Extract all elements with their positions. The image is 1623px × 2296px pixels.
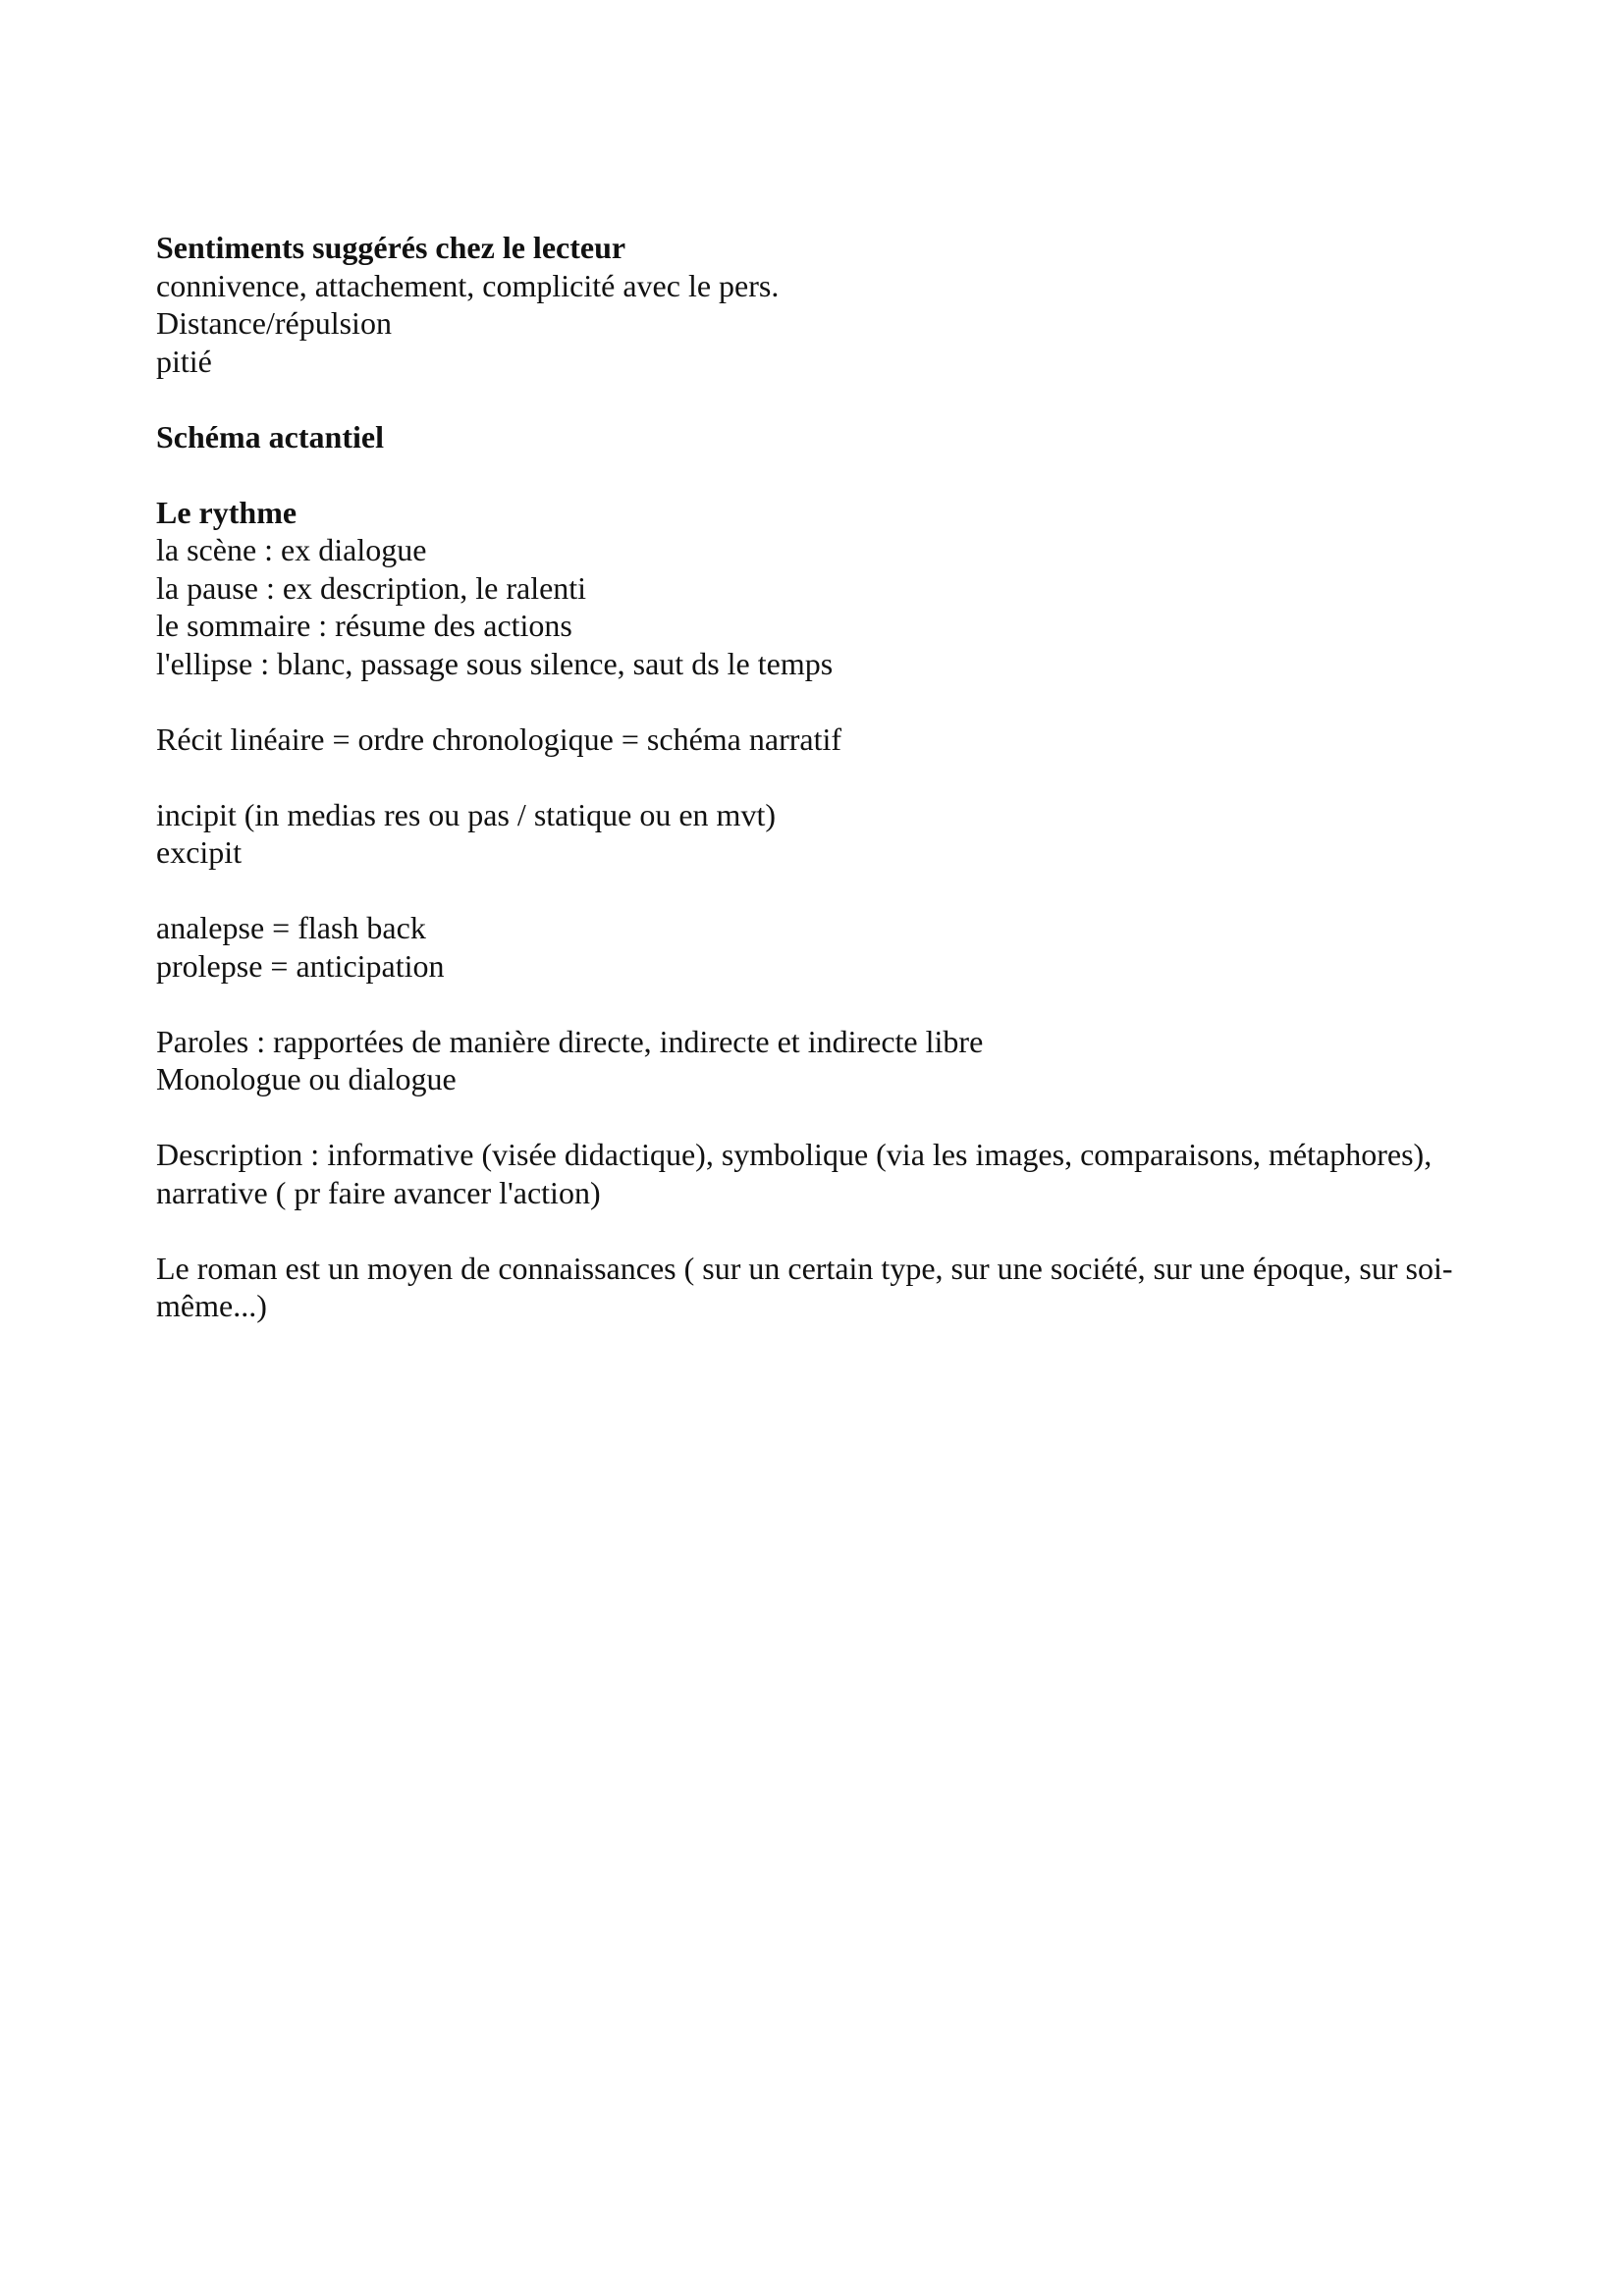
text-line: connivence, attachement, complicité avec le pers. [156, 267, 780, 303]
text-line: la pause : ex description, le ralenti [156, 569, 587, 606]
paragraph-gap [156, 1211, 1531, 1250]
text-line: excipit [156, 834, 243, 870]
paragraph-gap [156, 455, 1531, 494]
text-paragraph-roman: Le roman est un moyen de connaissances ( sur un certain type, sur une société, sur une époque, sur soi-même...) [156, 1250, 1453, 1323]
text-line: pitié [156, 343, 212, 379]
text-line: incipit (in medias res ou pas / statique ou en mvt) [156, 796, 776, 832]
text-line: analepse = flash back [156, 910, 426, 945]
heading-rythme: Le rythme [156, 494, 298, 530]
document-page [156, 229, 1531, 1325]
heading-schema-actantiel: Schéma actantiel [156, 418, 384, 454]
text-line: Paroles : rapportées de manière directe, indirecte et indirecte libre [156, 1023, 984, 1059]
text-line: Monologue ou dialogue [156, 1061, 457, 1096]
paragraph-gap [156, 758, 1531, 796]
paragraph-gap [156, 1098, 1531, 1137]
text-line: prolepse = anticipation [156, 947, 445, 984]
paragraph-gap [156, 682, 1531, 721]
paragraph-gap [156, 872, 1531, 910]
heading-sentiments: Sentiments suggérés chez le lecteur [156, 230, 626, 265]
text-line: le sommaire : résume des actions [156, 608, 572, 643]
text-line: Distance/répulsion [156, 305, 392, 341]
paragraph-gap [156, 380, 1531, 418]
text-line: l'ellipse : blanc, passage sous silence, saut ds le temps [156, 645, 834, 681]
paragraph-gap [156, 985, 1531, 1023]
text-line: Récit linéaire = ordre chronologique = schéma narratif [156, 721, 842, 757]
text-paragraph-description: Description : informative (visée didactique), symbolique (via les images, comparaisons, métaphores), narrative ( pr faire avancer l'action) [156, 1137, 1433, 1210]
text-line: la scène : ex dialogue [156, 532, 427, 567]
